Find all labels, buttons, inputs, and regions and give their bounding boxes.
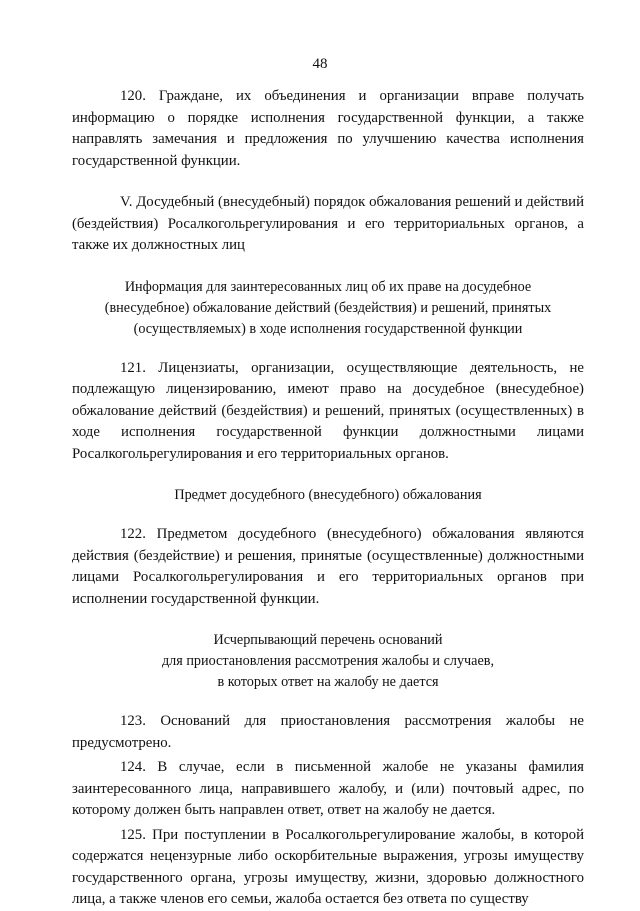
paragraph-122: 122. Предметом досудебного (внесудебного) обжалования являются действия (бездействие) и решения, принятые (осуществленные) должностными лицами Росалкогольрегулирования и его территориальных органов при исполнении государственной функции. bbox=[72, 526, 584, 607]
heading-line: для приостановления рассмотрения жалобы и случаев, bbox=[161, 653, 495, 669]
paragraph-125: 125. При поступлении в Росалкогольрегулирование жалобы, в которой содержатся нецензурные либо оскорбительные выражения, угрозы имуществу государственного органа, угрозы имуществу, жизни, здоровью должностного лица, а также членов его семьи, жалоба остается без ответа по существу bbox=[72, 826, 584, 907]
document-body bbox=[72, 86, 584, 911]
paragraph-123: 123. Оснований для приостановления рассмотрения жалобы не предусмотрено. bbox=[72, 713, 584, 751]
heading-line: Исчерпывающий перечень оснований bbox=[213, 632, 443, 648]
paragraph-121: 121. Лицензиаты, организации, осуществляющие деятельность, не подлежащую лицензированию, имеют право на досудебное (внесудебное) обжалование действий (бездействия) и решений, принятых (осуществленных) в ходе исполнения государственной функции должностными лицами Росалкогольрегулирования и его территориальных органов. bbox=[72, 359, 584, 462]
section-v-heading: V. Досудебный (внесудебный) порядок обжалования решений и действий (бездействия) Росалкогольрегулирования и его территориальных органов, а также их должностных лиц bbox=[72, 194, 584, 253]
heading-line: в которых ответ на жалобу не дается bbox=[217, 674, 439, 690]
heading-line: (внесудебное) обжалование действий (бездействия) и решений, принятых bbox=[104, 299, 552, 316]
heading-info-rights bbox=[72, 277, 584, 340]
heading-line: Информация для заинтересованных лиц об их праве на досудебное bbox=[124, 278, 532, 295]
heading-line: (осуществляемых) в ходе исполнения государственной функции bbox=[133, 320, 523, 337]
heading-appeal-subject: Предмет досудебного (внесудебного) обжалования bbox=[174, 487, 482, 503]
page-number: 48 bbox=[312, 56, 328, 72]
paragraph-124: 124. В случае, если в письменной жалобе не указаны фамилия заинтересованного лица, направившего жалобу, и (или) почтовый адрес, по которому должен быть направлен ответ, ответ на жалобу не дается. bbox=[72, 759, 584, 818]
heading-suspension-grounds bbox=[72, 630, 584, 693]
paragraph-120: 120. Граждане, их объединения и организации вправе получать информацию о порядке исполнения государственной функции, а также направлять замечания и предложения по улучшению качества исполнения государственной функции. bbox=[72, 88, 584, 169]
